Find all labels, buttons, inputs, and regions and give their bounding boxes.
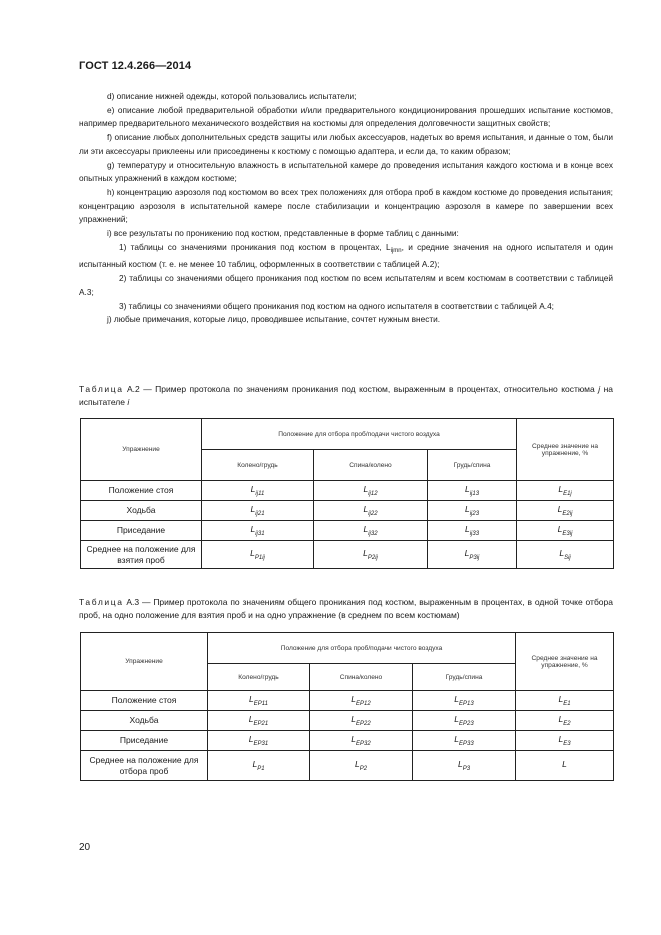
table-row	[81, 541, 614, 569]
table-a3-caption-label: Таблица	[79, 597, 124, 607]
table-row	[81, 691, 614, 711]
table-a3-header-back: Спина/колено	[310, 664, 413, 691]
cell-value: $L_{EP31}$	[208, 731, 310, 751]
list-section	[79, 90, 613, 327]
row-label: Среднее на положение для отбора проб	[81, 751, 208, 781]
table-a2-caption-text-b: на испытателе	[79, 384, 613, 407]
row-label: Ходьба	[81, 711, 208, 731]
cell-value: $L_{ij31}$	[202, 521, 314, 541]
table-a3-header-knee: Колено/грудь	[208, 664, 310, 691]
cell-value: $L_{EP23}$	[413, 711, 516, 731]
row-label: Приседание	[81, 521, 202, 541]
cell-value: $L_{EP32}$	[310, 731, 413, 751]
list-item-j: j) любые примечания, которые лицо, проводившее испытание, сочтет нужным внести.	[107, 314, 441, 325]
table-a2-header-knee: Колено/грудь	[202, 450, 314, 481]
table-row	[81, 731, 614, 751]
cell-value: $L_{ij21}$	[202, 501, 314, 521]
list-item-i3: 3) таблицы со значениями общего проникания под костюм на одного испытателя в соответствии с таблицей А.4;	[119, 300, 554, 311]
row-label: Ходьба	[81, 501, 202, 521]
list-item-d: d) описание нижней одежды, которой пользовались испытатели;	[107, 91, 357, 101]
cell-value: $L_{ij23}$	[428, 501, 517, 521]
table-a2	[80, 418, 614, 569]
row-label: Среднее на положение для взятия проб	[81, 541, 202, 569]
document-header: ГОСТ 12.4.266—2014	[79, 60, 192, 72]
list-item-i1-text-a: 1) таблицы со значениями проникания под костюм в процентах, L	[119, 241, 391, 252]
list-item-i2: 2) таблицы со значениями общего проникания под костюм по всем испытателям и всем костюмам в соответствии с таблицей А.3;	[79, 273, 613, 297]
table-a3-caption	[79, 596, 613, 622]
list-item-e: e) описание любой предварительной обработки и/или предварительного кондиционирования прошедших испытание костюмов, например предварительного механического воздействия на костюмы для определения долговечности защитных свойств;	[79, 104, 613, 129]
list-item-h: h) концентрацию аэрозоля под костюмом во всех трех положениях для отбора проб в каждом костюме до проведения испытания; концентрацию аэрозоля в испытательной камере после стабилизации и концентрацию аэрозоля в камере по завершении всех упражнений;	[79, 186, 613, 225]
cell-value: $L_{EP21}$	[208, 711, 310, 731]
cell-average: $L_{E1}$	[516, 691, 614, 711]
cell-value: $L_{P1ij}$	[202, 541, 314, 569]
table-row	[81, 521, 614, 541]
cell-value: $L_{ij32}$	[314, 521, 428, 541]
row-label: Положение стоя	[81, 481, 202, 501]
cell-value: $L_{P1}$	[208, 751, 310, 781]
list-item-i1-sub: ijmn	[390, 247, 402, 254]
table-a2-header-back: Спина/колено	[314, 450, 428, 481]
list-item-f: f) описание любых дополнительных средств защиты или любых аксессуаров, надетых во время испытания, и данные о том, были ли эти аксессуары приклеены или присоединены к костюму с помощью адаптера, и если да, то каким образом;	[79, 132, 613, 156]
page-number: 20	[79, 842, 91, 853]
cell-value: $L_{P3ij}$	[428, 541, 517, 569]
cell-average: $L_{E3}$	[516, 731, 614, 751]
table-a2-header-position: Положение для отбора проб/подачи чистого воздуха	[202, 419, 517, 450]
table-a2-caption-label: Таблица	[79, 384, 124, 394]
table-a3-header-exercise: Упражнение	[81, 633, 208, 691]
table-a3-header-average: Среднее значение на упражнение, %	[516, 633, 614, 691]
list-item-g: g) температуру и относительную влажность в испытательной камере до проведения испытания каждого костюма и в конце всех опытных упражнений в каждом костюме;	[79, 159, 613, 184]
table-row	[81, 501, 614, 521]
cell-value: $L_{P2}$	[310, 751, 413, 781]
list-item-i1-text-b: , и средние значения на одного испытателя и один испытанный костюм (т. е. не менее 10 таблиц, оформленных в соответствии с таблицей А.2);	[79, 241, 614, 270]
cell-value: $L_{ij12}$	[314, 481, 428, 501]
cell-value: $L_{EP22}$	[310, 711, 413, 731]
table-a3-header-chest: Грудь/спина	[413, 664, 516, 691]
cell-value: $L_{EP12}$	[310, 691, 413, 711]
cell-value: $L_{ij22}$	[314, 501, 428, 521]
table-row	[81, 751, 614, 781]
table-row	[81, 481, 614, 501]
cell-average: $L_{E2ij}$	[517, 501, 614, 521]
cell-value: $L_{ij13}$	[428, 481, 517, 501]
table-a2-header-chest: Грудь/спина	[428, 450, 517, 481]
cell-value: $L_{ij11}$	[202, 481, 314, 501]
table-row	[81, 711, 614, 731]
table-a2-caption-i: i	[127, 397, 130, 407]
cell-value: $L_{EP13}$	[413, 691, 516, 711]
cell-value: $L_{P3}$	[413, 751, 516, 781]
cell-average: $L_{E2}$	[516, 711, 614, 731]
cell-average: $L_{Sij}$	[517, 541, 614, 569]
table-a2-caption-j: j	[598, 384, 601, 394]
list-item-i: i) все результаты по проникению под костюм, представленные в форме таблиц с данными:	[107, 228, 459, 239]
row-label: Приседание	[81, 731, 208, 751]
cell-average: $L_{E1j}$	[517, 481, 614, 501]
cell-average: $L_{E3ij}$	[517, 521, 614, 541]
cell-value: $L_{ij33}$	[428, 521, 517, 541]
table-a2-header-average: Среднее значение на упражнение, %	[517, 419, 614, 481]
table-a2-caption-text-a: А.2 — Пример протокола по значениям проникания под костюм, выраженным в процентах, относительно костюма	[123, 384, 599, 394]
cell-value: $L_{EP11}$	[208, 691, 310, 711]
table-a3-caption-text: А.3 — Пример протокола по значениям общего проникания под костюм, выраженным в процентах, в одной точке отбора проб, на одно положение для взятия проб и на одно упражнение (в среднем по всем костюмам)	[79, 597, 613, 620]
table-a2-caption	[79, 383, 613, 409]
cell-value: $L_{P2ij}$	[314, 541, 428, 569]
list-item-i1	[79, 241, 613, 272]
table-a3-header-position: Положение для отбора проб/подачи чистого воздуха	[208, 633, 516, 664]
cell-value: $L_{EP33}$	[413, 731, 516, 751]
row-label: Положение стоя	[81, 691, 208, 711]
table-a2-header-exercise: Упражнение	[81, 419, 202, 481]
cell-average: L	[516, 751, 614, 781]
table-a3	[80, 632, 614, 781]
